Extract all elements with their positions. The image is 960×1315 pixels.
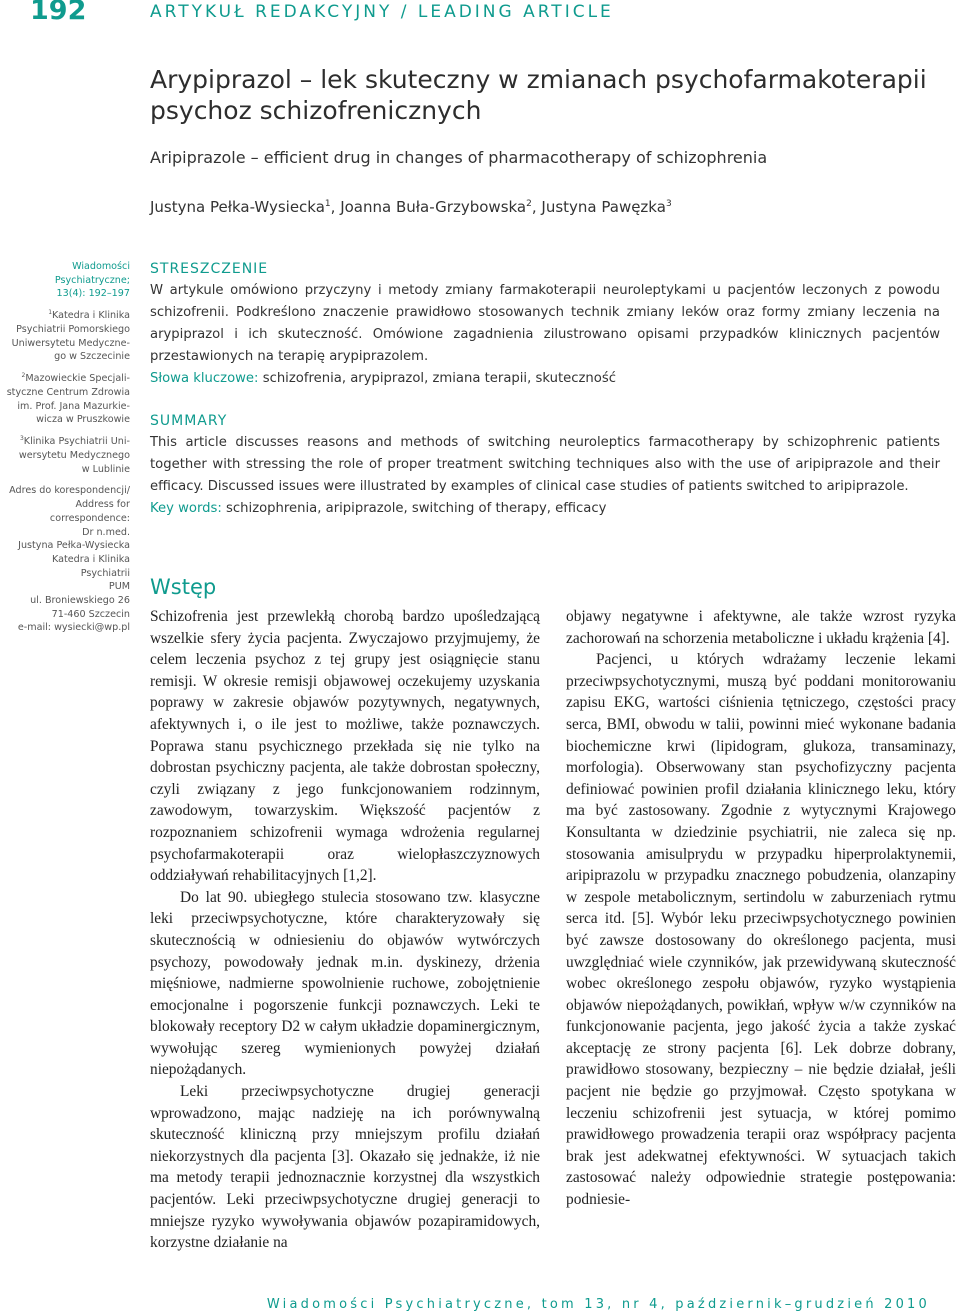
abstract-heading: STRESZCZENIE [150, 261, 269, 277]
author-2: Joanna Buła-Grzybowska$^2$, [340, 198, 542, 216]
correspondence-address: Adres do korespondencji/ Address for correspondence: Dr n.med. Justyna Pełka-Wysiecka Katedra i Klinika Psychiatrii PUM ul. Broniewskiego 26 71-460 Szczecin e-mail: wysiecki@wp.pl [0, 484, 130, 635]
page-number: 192 [30, 0, 87, 26]
author-1: Justyna Pełka-Wysiecka$^1$, [150, 198, 341, 216]
summary-heading: SUMMARY [150, 413, 228, 429]
footer: Wiadomości Psychiatryczne, tom 13, nr 4, październik–grudzień 2010 [266, 1297, 930, 1312]
summary-text: This article discusses reasons and methods of switching neuroleptics farmacotherapy by schizophrenic patients together with stressing the role of proper treatment switching techniques also with the use of aripiprazole and their efficacy. Discussed issues were illustrated by examples of clinical case studies of patients switched to aripiprazole. [150, 435, 940, 494]
section-title: Wstęp [150, 575, 217, 599]
affiliation-3: $^3$Klinika Psychiatrii Uni- wersytetu Medycznego w Lublinie [18, 435, 130, 475]
keywords-english: Key words: schizophrenia, aripiprazole, switching of therapy, efficacy [150, 501, 607, 516]
paragraph: Schizofrenia jest przewlekłą chorobą bardzo upośledzającą wszelkie sfery życia pacjenta. Zwyczajowo przyjmujemy, że celem leczenia psychoz z tej grupy jest osiągnięcie stanu remisji. W okresie remisji objawowej oczekujemy uzyskania poprawy w zakresie objawów pozytywnych, negatywnych, afektywnych i, o ile jest to możliwe, także poznawczych. Poprawa stanu psychicznego przekłada się nie tylko na dobrostan psychiczny pacjenta, ale także dobrostan społeczny, czyli związany z jego funkcjonowaniem rodzinnym, zawodowym, towarzyskim. Większość pacjentów z rozpoznaniem schizofrenii wymaga wdrożenia regularnej psychofarmakoterapii oraz wielopłaszczyznowych oddziaływań rehabilitacyjnych [1,2]. [150, 608, 540, 885]
keywords: Słowa kluczowe: schizofrenia, arypiprazol, zmiana terapii, skuteczność [150, 371, 616, 386]
author-3: Justyna Pawęzka$^3$ [541, 198, 672, 216]
email-link[interactable]: e-mail: wysiecki@wp.pl [17, 622, 130, 634]
paragraph: objawy negatywne i afektywne, ale także wzrost ryzyka zachorowań na schorzenia metaboliczne i układu krążenia [4]. [566, 608, 956, 647]
article-title: Arypiprazol – lek skuteczny w zmianach psychofarmakoterapii psychoz schizofrenicznych [150, 65, 927, 125]
article-title-english: Aripiprazole – efficient drug in changes of pharmacotherapy of schizophrenia [150, 148, 768, 167]
affiliation-1: $^1$Katedra i Klinika Psychiatrii Pomorskiego Uniwersytetu Medyczne- go w Szczecinie [11, 309, 130, 363]
abstract-text: W artykule omówiono przyczyny i metody zmiany farmakoterapii neuroleptykami u pacjentów leczonych z powodu schizofrenii. Podkreślono znaczenie prawidłowo stosowanych technik zmiany leków oraz formy zmiany leczenia na arypiprazol i ich skuteczność. Omówione zagadnienia zilustrowano opisami przypadków klinicznych pacjentów przestawionych na terapię arypiprazolem. [150, 283, 940, 364]
affiliation-2: $^2$Mazowieckie Specjali- styczne Centrum Zdrowia im. Prof. Jana Mazurkie- wicza w Pruszkowie [6, 372, 130, 426]
abstract-english [150, 410, 940, 520]
body-column-left [150, 606, 540, 1254]
sidebar [0, 260, 130, 640]
paragraph: Pacjenci, u których wdrażamy leczenie lekami przeciwpsychotycznymi, muszą być poddani monitorowaniu zapisu EKG, wartości ciśnienia tętniczego, częstości pracy serca, BMI, obwodu w talii, powinni mieć wykonane badania biochemiczne krwi (lipidogram, glukoza, transaminazy, morfologia). Obserwowany stan psychofizyczny pacjenta definiować powinien profil działania klinicznego leku, który ma być zastosowany. Zgodnie z wytycznymi Krajowego Konsultanta w dziedzinie psychiatrii, nie zaleca się np. stosowania amisulprydu w przypadku hiperprolaktynemii, aripiprazolu w przypadku znacznego pobudzenia, olanzapiny w zespole metabolicznym, sertindolu w zaburzeniach rytmu serca itd. [5]. Wybór leku przeciwpsychotycznego powinien być zawsze dostosowany do określonego pacjenta, musi uwzględniać wiele czynników, jak przewidywaną skuteczność wobec określonego zespołu objawów, ryzyko wystąpienia objawów niepożądanych, powikłań, wpływ w/w czynników na funkcjonowanie pacjenta, jego jakość życia a także zyskać akceptację ze strony pacjenta [6]. Lek dobrze dobrany, prawidłowo stosowany, bezpieczny – nie będzie działał, jeśli pacjent nie będzie go przyjmował. Często spotykana w leczeniu schizofrenii jest sytuacja, w której pomimo prawidłowego prowadzenia terapii oraz współpracy pacjenta brak jest adekwatnej efektywności. W sytuacjach takich zastosować należy odpowiednie strategie postępowania: podniesie- [566, 651, 956, 1209]
journal-citation: Wiadomości Psychiatryczne; 13(4): 192–197 [54, 261, 130, 300]
paragraph: Do lat 90. ubiegłego stulecia stosowano tzw. klasyczne leki przeciwpsychotyczne, które charakteryzowały się skutecznością w odniesieniu do objawów wytwórczych psychozy, powodowały jednak m.in. dyskinezy, drżenia mięśniowe, nadmierne spowolnienie ruchowe, zobojętnienie emocjonalne i pogorszenie funkcji poznawczych. Leki te blokowały receptory D2 w całym układzie dopaminergicznym, wywołując szereg wymienionych powyżej działań niepożądanych. [150, 888, 540, 1079]
abstract-polish [150, 258, 940, 390]
body-column-right [566, 606, 956, 1211]
paragraph: Leki przeciwpsychotyczne drugiej generacji wprowadzono, mając nadzieję na ich porównywalną skuteczność kliniczną przy mniejszym profilu działań niekorzystnych dla pacjenta [3]. Okazało się jednakże, iż nie ma metody terapii jednoznacznie korzystnej dla wszystkich pacjentów. Leki przeciwpsychotyczne drugiej generacji to mniejsze ryzyko wywoływania objawów pozapiramidowych, korzystne działanie na [150, 1083, 540, 1252]
running-head: ARTYKUŁ REDAKCYJNY / LEADING ARTICLE [150, 2, 614, 22]
author-list [150, 192, 672, 219]
